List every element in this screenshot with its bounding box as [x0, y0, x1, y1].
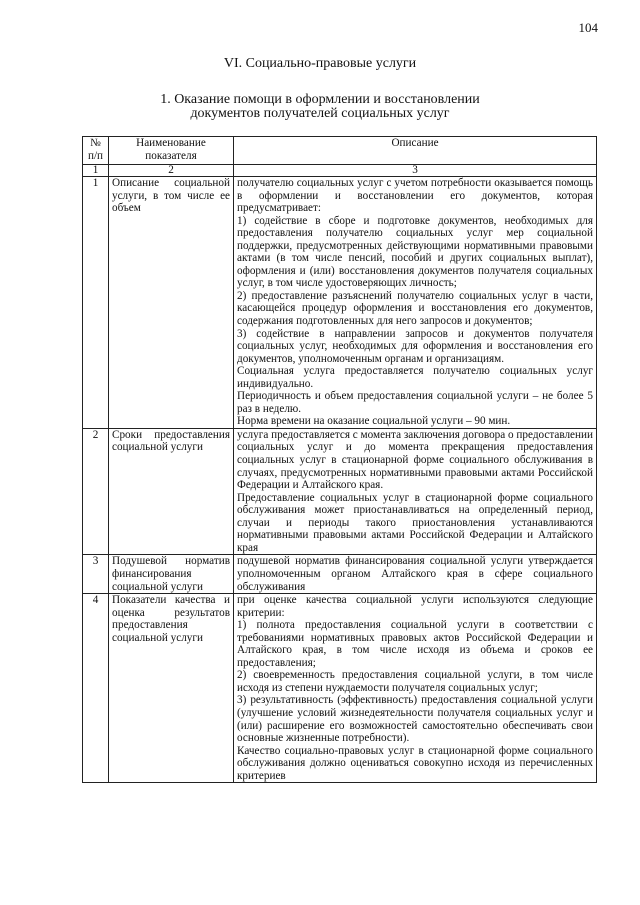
- description-paragraph: 2) своевременность предоставления социальной услуги, в том числе исходя из степени нуждаемости получателя социальных услуг;: [237, 669, 593, 694]
- description-paragraph: услуга предоставляется с момента заключения договора о предоставлении социальных услуг и до момента прекращения предоставления социальных услуг в стационарной форме социального обслуживания в случаях, предусмотренных нормативными правовыми актами Российской Федерации и Алтайского края.: [237, 428, 593, 492]
- header-indicator-line: Наименование: [136, 137, 206, 149]
- header-number-line: №: [90, 137, 101, 149]
- column-number: 2: [109, 165, 234, 177]
- description-paragraph: 1) полнота предоставления социальной услуги в соответствии с требованиями нормативных правовых актов Российской Федерации и Алтайского края, в том числе исходя из объема и сроков ее предоставления;: [237, 619, 593, 669]
- table-header-row: [83, 137, 597, 165]
- header-number: [83, 137, 109, 165]
- section-title: VI. Социально-правовые услуги: [223, 56, 417, 71]
- description-paragraph: Качество социально-правовых услуг в стационарной форме социального обслуживания должно оцениваться совокупно исходя из перечисленных критериев: [237, 744, 593, 782]
- column-number: 3: [234, 165, 597, 177]
- services-table: [82, 136, 597, 783]
- header-number-line: п/п: [87, 149, 104, 162]
- column-number: 1: [83, 165, 109, 177]
- description-paragraph: при оценке качества социальной услуги используются следующие критерии:: [237, 594, 593, 619]
- description-paragraph: 1) содействие в сборе и подготовке документов, необходимых для предоставления получателю социальных услуг мер социальной поддержки, предусмотренных действующими нормативными правовыми актами (в том числе пенсий, пособий и других социальных выплат), оформления и (или) восстановления документов получателя социальных услуг, в том числе удостоверяющих личность;: [237, 214, 593, 290]
- row-number: 2: [83, 428, 109, 554]
- row-description: [234, 428, 597, 554]
- table-row: [83, 428, 597, 554]
- page-number: 104: [578, 20, 598, 35]
- description-paragraph: подушевой норматив финансирования социальной услуги утверждается уполномоченным органом Алтайского края в сфере социального обслуживания: [237, 555, 593, 593]
- description-paragraph: получателю социальных услуг с учетом потребности оказывается помощь в оформлении и восстановлении его документов, которая предусматривает:: [237, 177, 593, 215]
- description-paragraph: Предоставление социальных услуг в стационарной форме социального обслуживания может приостанавливаться на определенный период, случаи и периоды такого приостановления устанавливаются нормативными правовыми актами Российской Федерации и Алтайского края: [237, 491, 593, 554]
- header-indicator-name: [109, 137, 234, 165]
- description-paragraph: Периодичность и объем предоставления социальной услуги – не более 5 раз в неделю.: [237, 390, 593, 415]
- header-indicator-line: показателя: [145, 149, 197, 162]
- row-indicator: Подушевой норматив финансирования социальной услуги: [109, 555, 234, 594]
- table-row: [83, 594, 597, 783]
- table-row: [83, 177, 597, 429]
- row-indicator: Сроки предоставления социальной услуги: [109, 428, 234, 554]
- subsection-title-line: документов получателей социальных услуг: [190, 106, 450, 121]
- subsection-title: [0, 93, 640, 121]
- row-indicator: Описание социальной услуги, в том числе ее объем: [109, 177, 234, 429]
- subsection-title-line: 1. Оказание помощи в оформлении и восстановлении: [160, 92, 480, 107]
- description-paragraph: Норма времени на оказание социальной услуги – 90 мин.: [237, 415, 511, 428]
- column-number-row: [83, 165, 597, 177]
- row-description: [234, 177, 597, 429]
- header-description: Описание: [234, 137, 597, 165]
- description-paragraph: Социальная услуга предоставляется получателю социальных услуг индивидуально.: [237, 365, 593, 390]
- row-description: [234, 594, 597, 783]
- row-number: 1: [83, 177, 109, 429]
- description-paragraph: 3) результативность (эффективность) предоставления социальной услуги (улучшение условий жизнедеятельности получателя социальных услуг и (или) расширение его возможностей самостоятельно обеспечивать свои основные жизненные потребности).: [237, 694, 593, 745]
- row-number: 3: [83, 555, 109, 594]
- row-indicator: Показатели качества и оценка результатов предоставления социальной услуги: [109, 594, 234, 783]
- row-description: [234, 555, 597, 594]
- table-row: [83, 555, 597, 594]
- row-number: 4: [83, 594, 109, 783]
- description-paragraph: 2) предоставление разъяснений получателю социальных услуг в части, касающейся процедур оформления и восстановления его документов, содержания подготовленных для него запросов и документов;: [237, 289, 593, 328]
- description-paragraph: 3) содействие в направлении запросов и документов получателя социальных услуг, необходимых для оформления и восстановления его документов, уполномоченным органам и организациям.: [237, 327, 593, 365]
